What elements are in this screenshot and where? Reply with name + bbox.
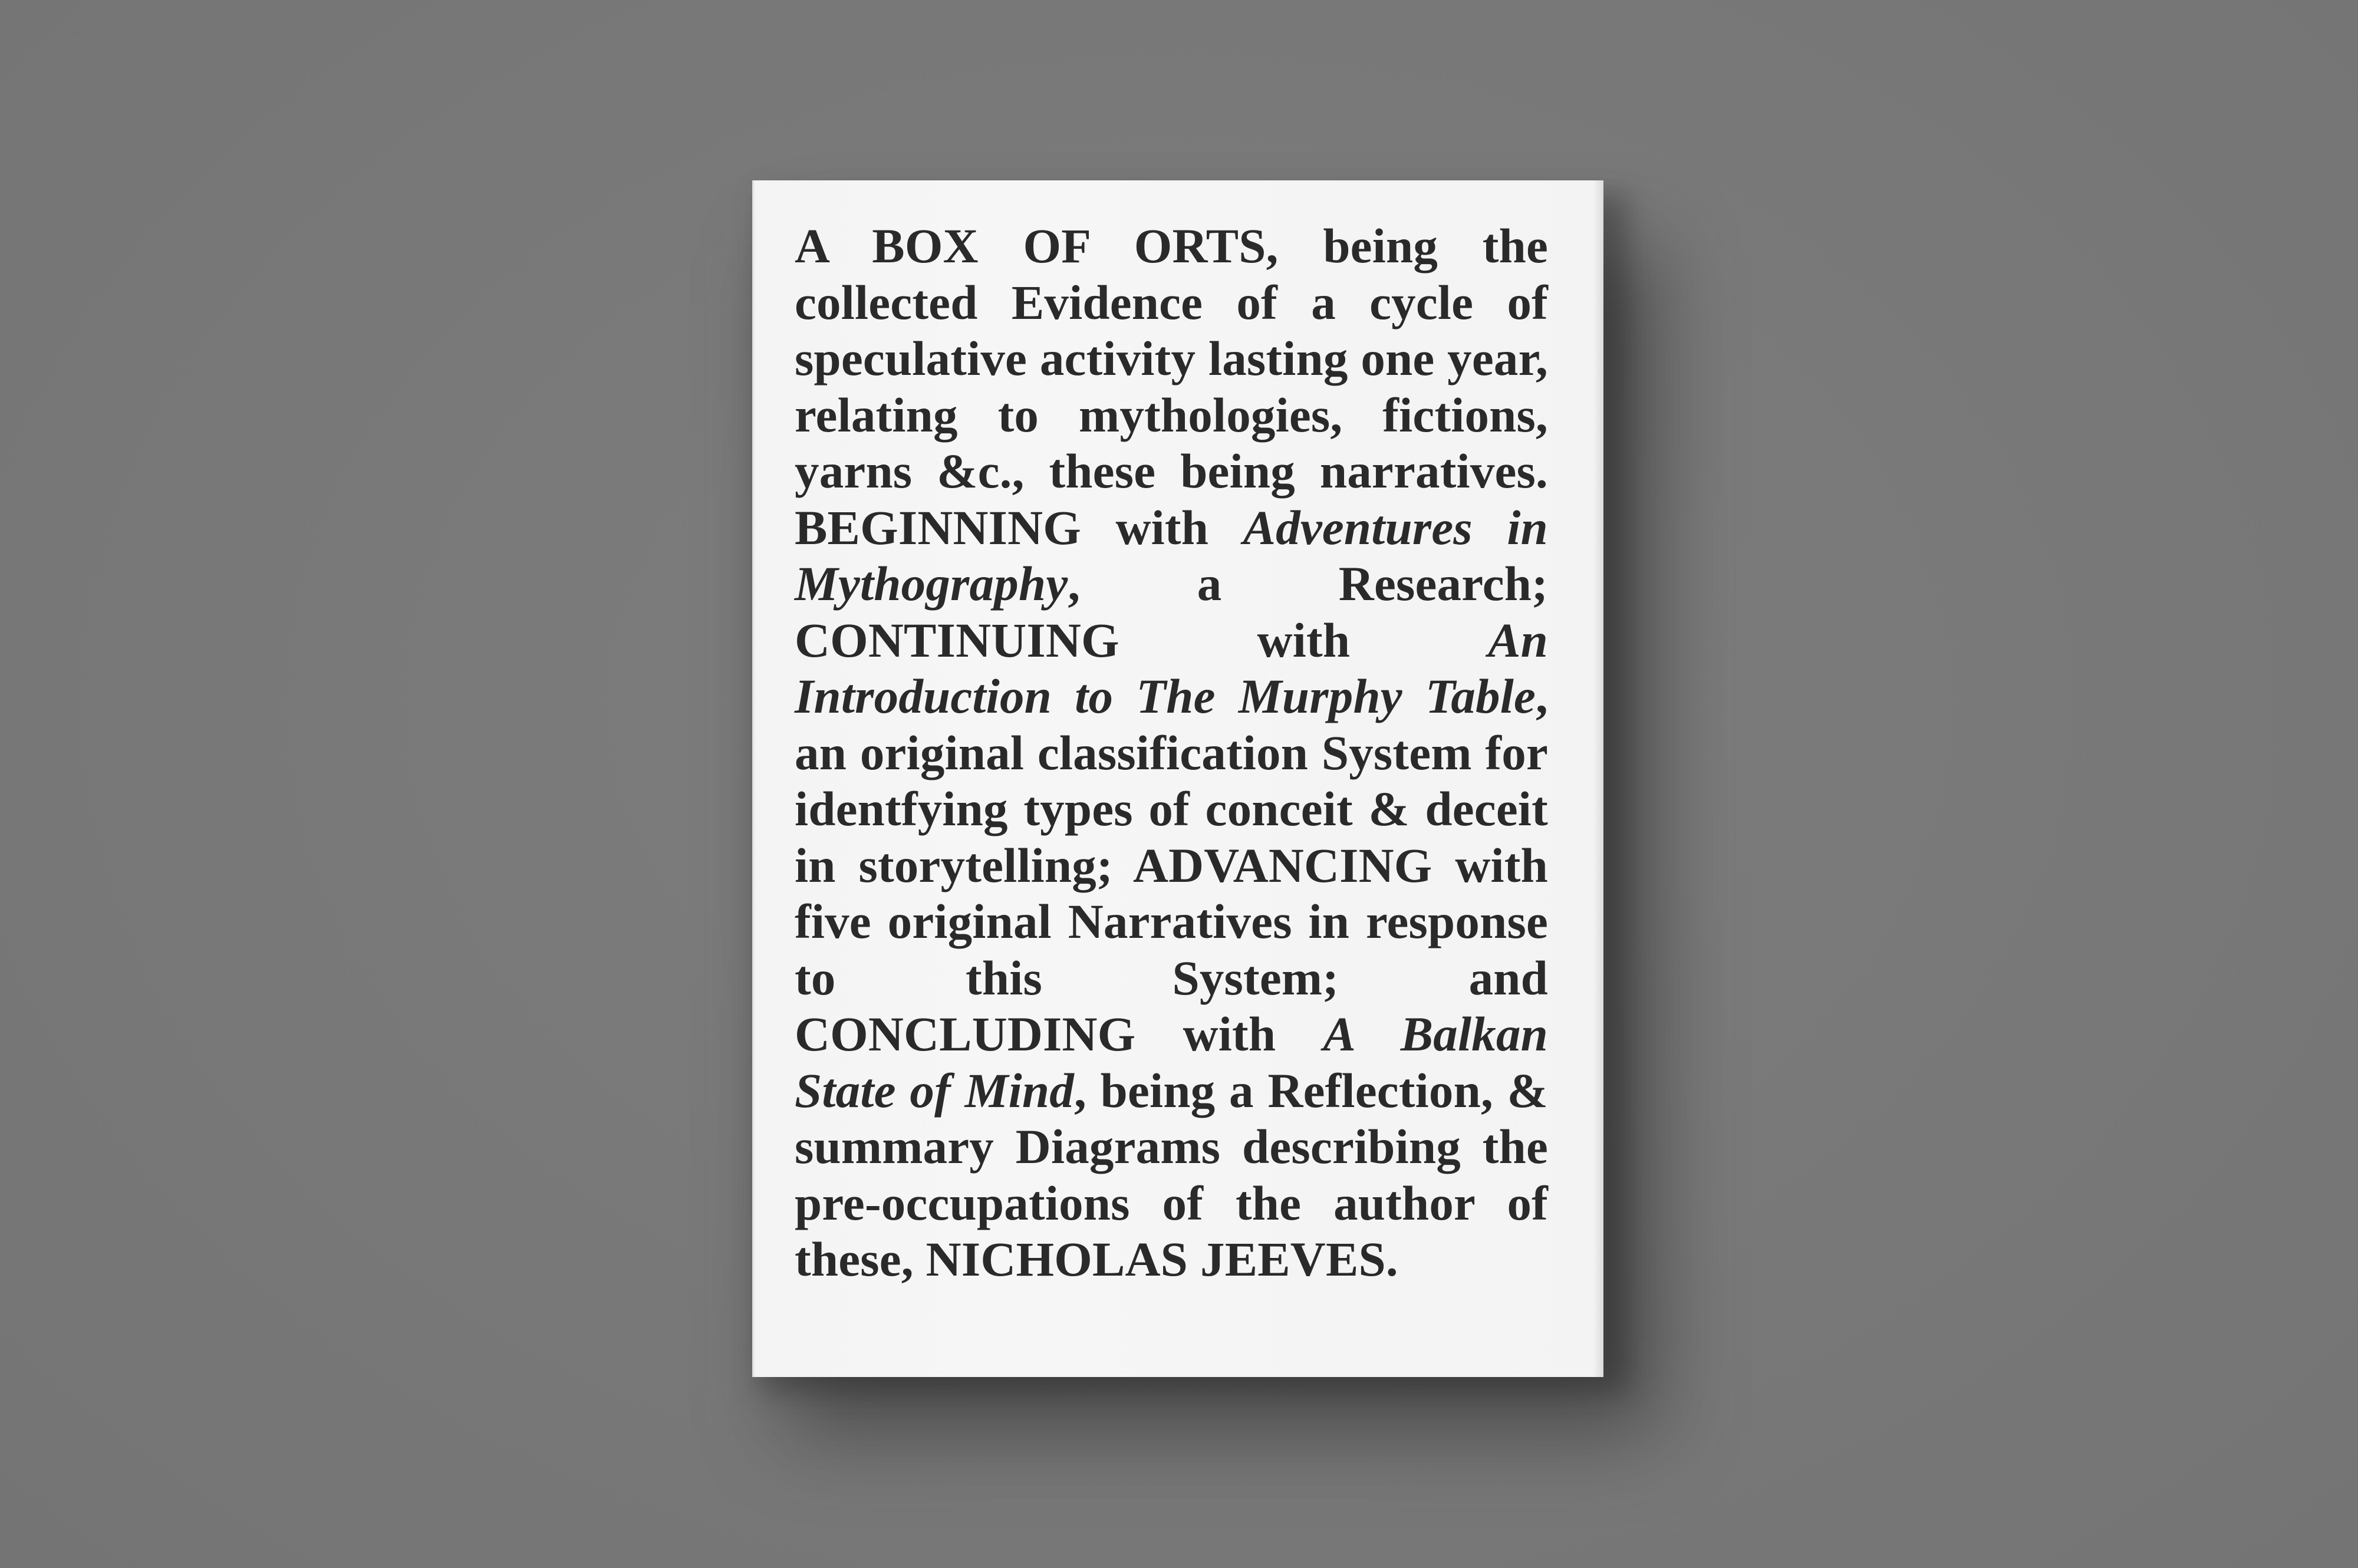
- cover-text-part-1: A BOX OF ORTS, being the collected Evidence of a cycle of speculative activity lasting one year, relating to mythologies, fictions, yarns &c., these being narratives. BEGINNING with: [795, 219, 1548, 555]
- cover-text-part-2: , a Research; CONTINUING with: [795, 556, 1548, 667]
- book-spine-edge: [752, 180, 755, 1377]
- book-cover: [752, 180, 1603, 1377]
- cover-italic-title-adventures: Adventures in Mythography: [795, 500, 1548, 611]
- cover-title-text: [795, 218, 1548, 1288]
- book-page-edge: [1594, 180, 1603, 1377]
- cover-text-part-4: , being a Reflection, & summary Diagrams describing the pre-occupations of the author of these, NICHOLAS JEEVES.: [795, 1063, 1548, 1286]
- cover-italic-title-balkan: A Balkan State of Mind: [795, 1007, 1548, 1118]
- cover-italic-title-murphy-table: An Introduction to The Murphy Table: [795, 612, 1548, 723]
- cover-text-part-3: , an original classification System for identfying types of conceit & deceit in storytelling; ADVANCING with five original Narratives in response to this System; and CONCLUDING with: [795, 669, 1548, 1061]
